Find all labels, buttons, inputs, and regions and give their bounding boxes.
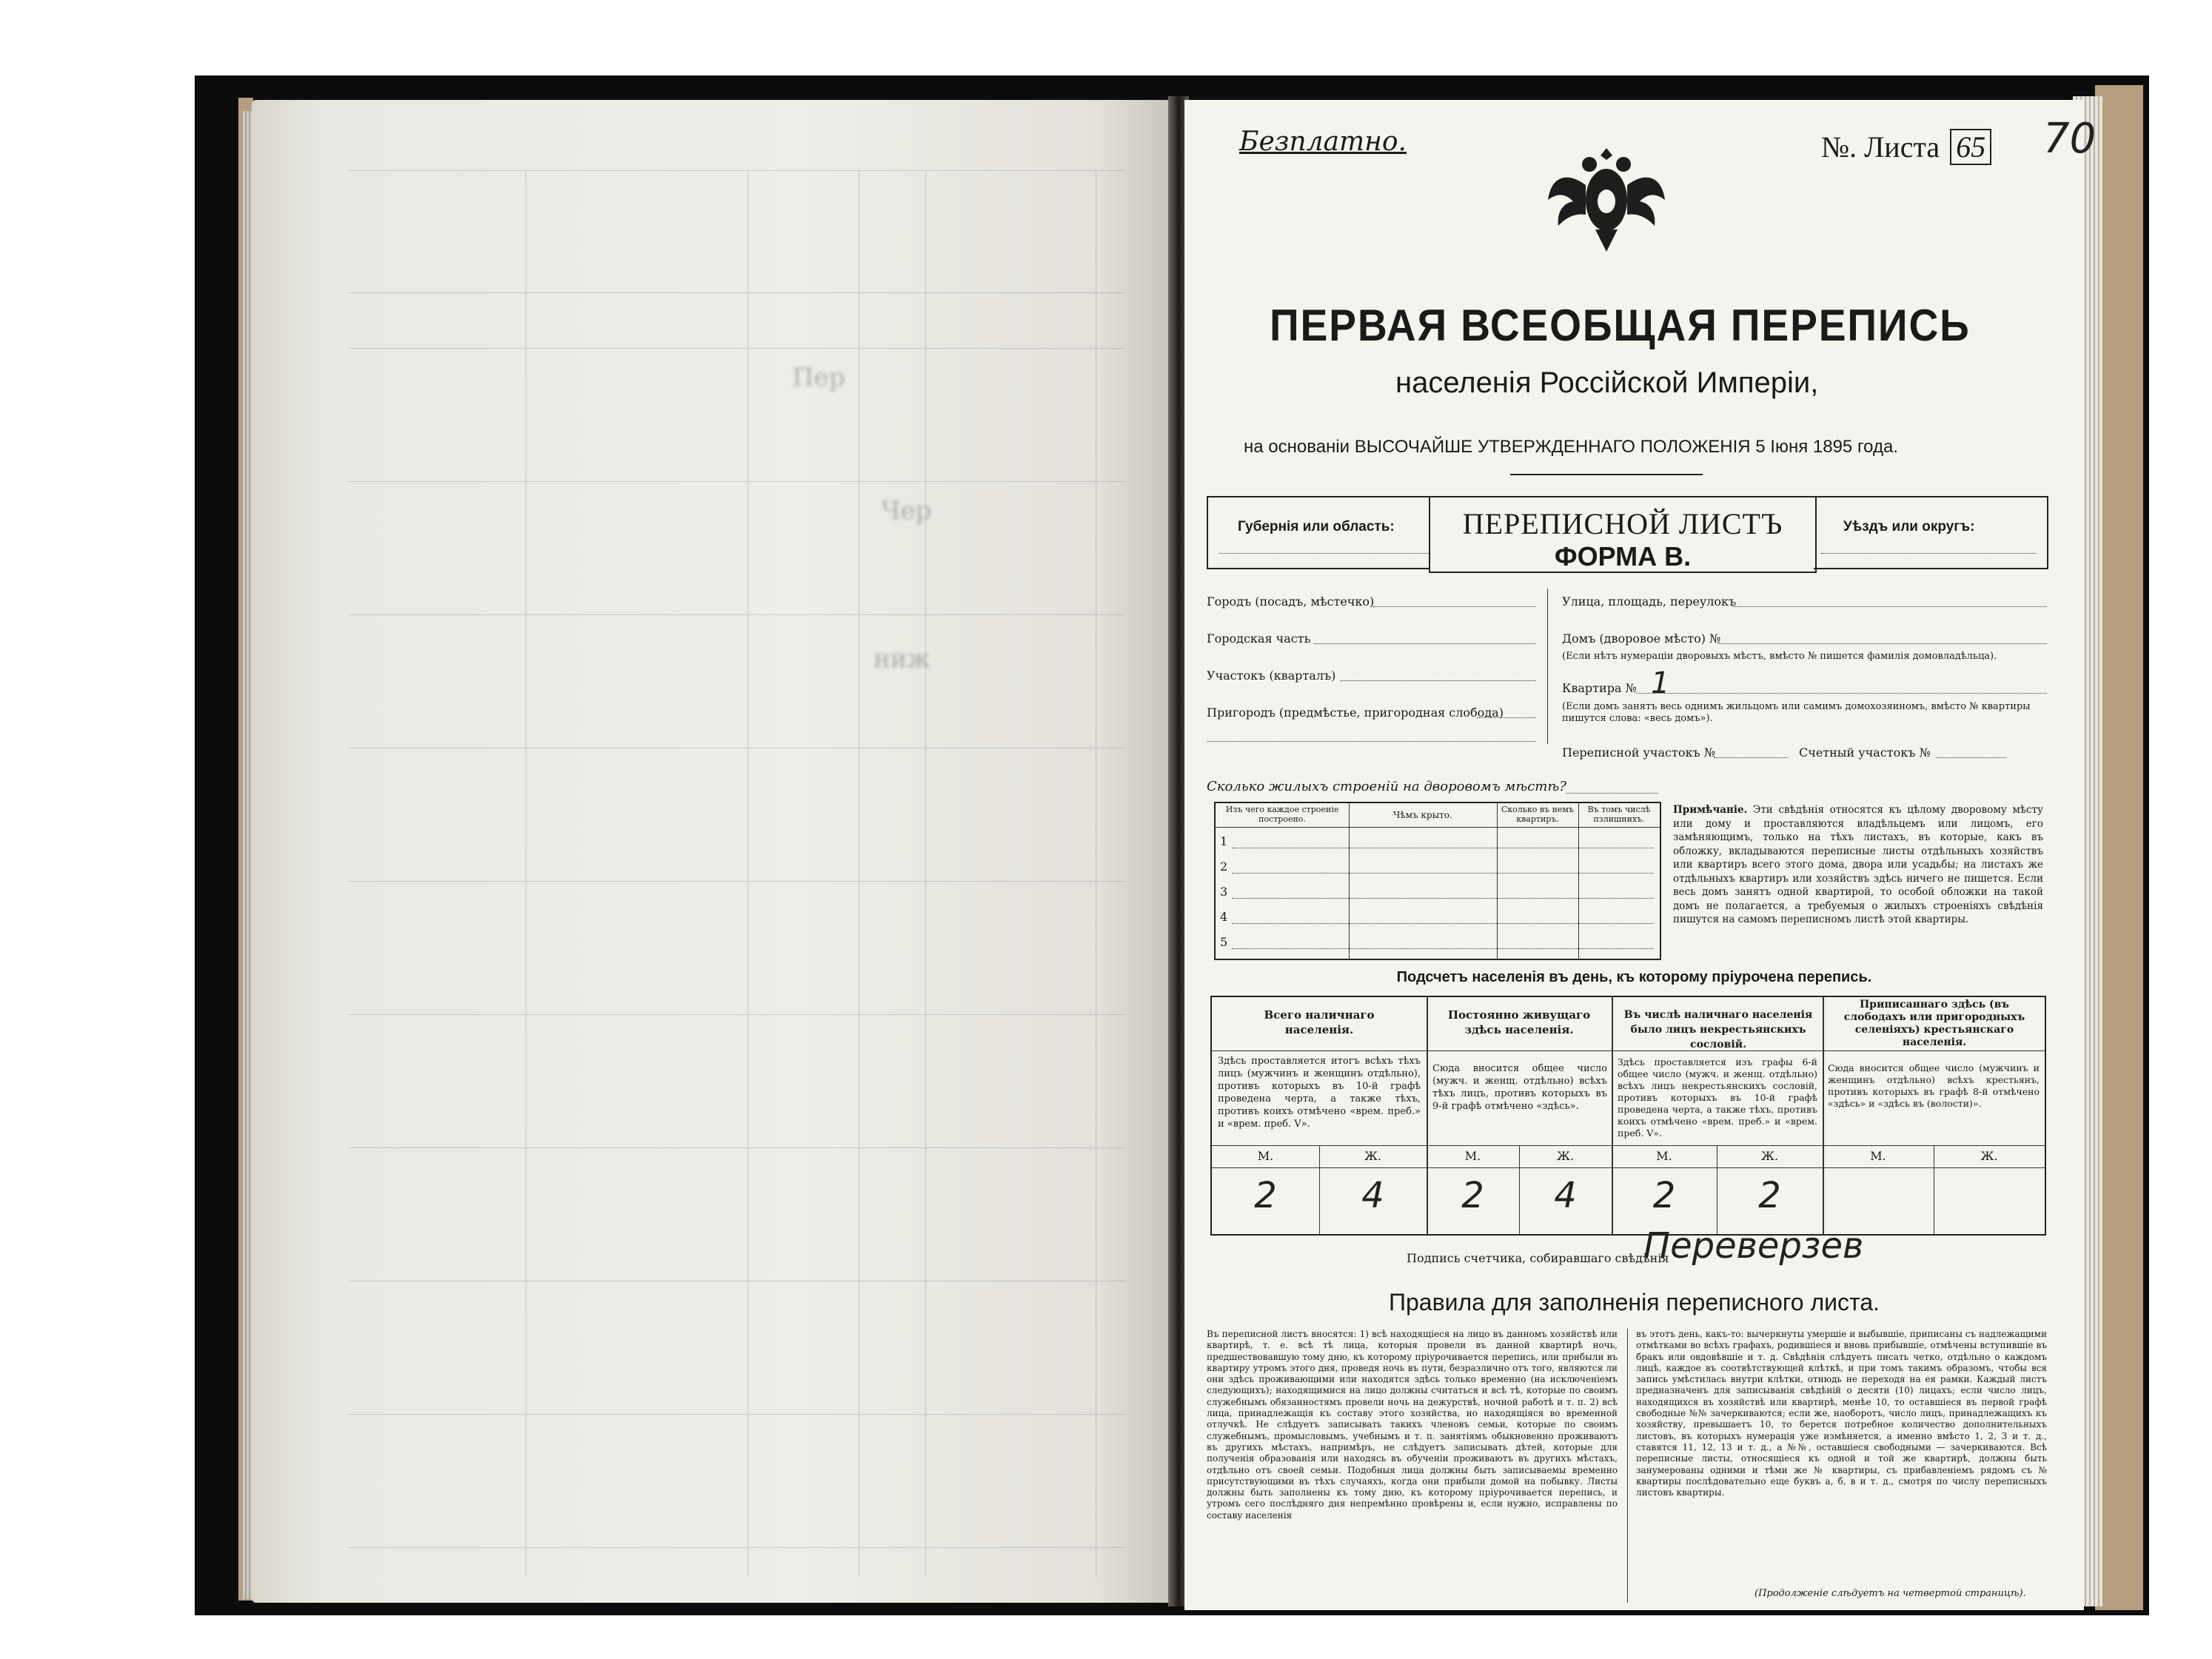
precinct-label: Участокъ (кварталъ)	[1207, 668, 1336, 683]
province-box	[1207, 496, 1430, 569]
ghost-text-1: Пер	[792, 363, 845, 392]
apartment-value: 1	[1651, 666, 1670, 700]
count-area-label: Счетный участокъ №	[1799, 745, 1931, 760]
sheet-number-value: 65	[1950, 129, 1991, 165]
signature-value: Переверзев	[1643, 1225, 1864, 1267]
buildings-row-3: 3	[1220, 885, 1228, 899]
tally-heading: Подсчетъ населенія въ день, къ которому пріурочена перепись.	[1396, 969, 1872, 985]
buildings-col-apartments: Сколько въ немъ квартиръ.	[1501, 805, 1574, 824]
census-area-label: Переписной участокъ №	[1562, 745, 1715, 760]
tally-3-f-label: Ж.	[1760, 1149, 1779, 1163]
tally-2-f-label: Ж.	[1556, 1149, 1575, 1163]
double-headed-eagle-emblem	[1544, 133, 1669, 259]
house-label: Домъ (дворовое мѣсто) №	[1562, 631, 1721, 646]
rules-column-1: Въ переписной листъ вносятся: 1) всѣ находящіеся на лицо въ данномъ хозяйствѣ или квартирѣ, т. е. всѣ тѣ лица, которыя провели въ данной квартирѣ ночь, предшествовавшую тому дню, къ которому пріурочивается перепись, или прибыли въ квартиру утромъ этого дня, проведя ночь въ пути, безразлично отъ того, являются ли они здѣсь проживающими или находятся здѣсь только временно (на исключеніемъ следующихъ); находящимися на лицо должны считаться и всѣ тѣ, которые по своимъ служебнымъ обязанностямъ провели ночь на дежурствѣ, ночной работѣ и т. п. 2) всѣ лица, принадлежащія къ составу этого хозяйства, но находящіяся во временной отлучкѣ. Не слѣдуетъ записывать такихъ членовъ семьи, которые по своимъ служебнымъ, промысловымъ, учебнымъ и т. п. занятіямъ обыкновенно проживаютъ въ другихъ мѣстахъ, напримѣръ, не слѣдуетъ записывать дѣтей, которые для полученія образованія или находясь въ обученіи проживаютъ въ другихъ мѣстахъ, отдѣльно отъ своей семьи. Подобныя лица должны быть записываемы временно присутствующими въ тѣхъ случаяхъ, когда они прибыли домой на побывку. Листы должны быть заполнены къ тому дню, къ которому пріурочивается перепись, и утромъ сего послѣдняго дня непремѣнно провѣрены и, если нужно, исправлены по составу населенія	[1207, 1329, 1618, 1521]
province-label: Губернія или область:	[1238, 519, 1395, 534]
tally-1-f-label: Ж.	[1364, 1149, 1382, 1163]
buildings-col-surplus: Въ томъ числѣ пзлишнихъ.	[1587, 805, 1651, 824]
population-tally-table	[1210, 996, 2046, 1236]
tally-1-m-label: М.	[1257, 1149, 1274, 1163]
left-page-bleed-through	[348, 170, 1125, 1577]
tally-3-m-label: М.	[1656, 1149, 1672, 1163]
tally-3-f-value: 2	[1758, 1175, 1781, 1216]
form-title-box	[1429, 496, 1817, 573]
ghost-text-2: Чер	[881, 496, 932, 526]
buildings-note-title: Примѣчаніе.	[1673, 804, 1748, 816]
margin-sheet-number: 70	[2043, 115, 2097, 163]
tally-2-f-value: 4	[1554, 1175, 1577, 1216]
form-letter: ФОРМА В.	[1554, 541, 1692, 572]
tally-group-1-title: Всего наличнаго населенія.	[1264, 1008, 1375, 1036]
ghost-text-3: ниж	[874, 644, 931, 674]
buildings-row-5: 5	[1220, 935, 1228, 949]
suburb-label: Пригородъ (предмѣстье, пригородная слобода)	[1207, 706, 1504, 720]
tally-2-m-label: М.	[1464, 1149, 1481, 1163]
apartment-note: (Если домъ занятъ весь однимъ жильцомъ или самимъ домохозяиномъ, вмѣсто № квартиры пишутся слова: «весь домъ»).	[1562, 701, 2031, 724]
buildings-row-1: 1	[1220, 834, 1228, 848]
free-label: Безплатно.	[1239, 127, 1407, 157]
tally-4-m-label: М.	[1870, 1149, 1886, 1163]
house-note: (Если нѣтъ нумераціи дворовыхъ мѣстъ, вмѣсто № пишется фамилія домовладѣльца).	[1562, 651, 1997, 662]
buildings-table	[1214, 802, 1661, 960]
tally-group-3-title: Въ числѣ наличнаго населенія было лицъ некрестьянскихъ сословій.	[1623, 1009, 1813, 1050]
apartment-label: Квартира №	[1562, 681, 1637, 695]
tally-1-f-value: 4	[1361, 1175, 1384, 1216]
sheet-number-label: №. Листа	[1821, 130, 1940, 164]
district-box	[1814, 496, 2048, 569]
tally-group-4-desc: Сюда вносится общее число (мужчинъ и женщинъ отдѣльно) всѣхъ крестьянъ, противъ которыхъ въ графѣ 8-й отмѣчено «здѣсь» и «здѣсь въ (волости)».	[1828, 1062, 2040, 1109]
tally-3-m-value: 2	[1652, 1175, 1676, 1216]
page-title: ПЕРВАЯ ВСЕОБЩАЯ ПЕРЕПИСЬ	[1270, 301, 1971, 350]
page-subtitle: населенія Россійской Имперіи,	[1395, 366, 1819, 399]
buildings-question: Сколько жилыхъ строеній на дворовомъ мѣстѣ?	[1207, 779, 1566, 794]
city-label: Городъ (посадъ, мѣстечко)	[1207, 594, 1375, 609]
district-label: Уѣздъ или округъ:	[1843, 519, 1975, 534]
buildings-col-roof: Чѣмъ крыто.	[1393, 810, 1452, 820]
buildings-row-2: 2	[1220, 859, 1228, 874]
tally-1-m-value: 2	[1254, 1175, 1277, 1216]
legal-basis: на основаніи ВЫСОЧАЙШЕ УТВЕРЖДЕННАГО ПОЛОЖЕНІЯ 5 Іюня 1895 года.	[1244, 437, 1899, 457]
buildings-note	[1673, 803, 2043, 927]
rules-continued-note: (Продолженіе слѣдуетъ на четвертой страницѣ).	[1754, 1588, 2026, 1599]
buildings-row-4: 4	[1220, 910, 1228, 924]
tally-group-4-title: Приписаннаго здѣсь (въ слободахъ или пригородныхъ селеніяхъ) крестьянскаго населенія.	[1843, 999, 2025, 1048]
tally-group-3-desc: Здѣсь проставляется изъ графы 6-й общее число (мужч. и женщ. отдѣльно) всѣхъ лицъ некрестьянскихъ сословій, противъ которыхъ въ 10-й графѣ проведена черта, а также тѣхъ, противъ коихъ отмѣчено «врем. преб.» и «врем. преб. V».	[1618, 1056, 1817, 1139]
tally-group-2-title: Постоянно живущаго здѣсь населенія.	[1447, 1008, 1591, 1036]
street-label: Улица, площадь, переулокъ	[1562, 594, 1737, 609]
tally-2-m-value: 2	[1461, 1175, 1484, 1216]
rules-column-2: въ этотъ день, какъ-то: вычеркнуты умершіе и выбывшіе, приписаны съ надлежащими отмѣтками во всѣхъ графахъ, родившіеся и вновь прибывшіе, отмѣчены вступившіе въ бракъ или овдовѣвшіе и т. д. Свѣдѣнія слѣдуетъ писать четко, отдѣльно о каждомъ лицѣ, каждое въ соотвѣтствующей клѣткѣ, и при томъ такимъ образомъ, чтобы вся запись умѣстилась внутри клѣтки, отнюдь не переходя на ея рамки. Каждый листъ предназначенъ для записыванія свѣдѣній о десяти (10) лицахъ; если число лицъ, находящихся въ хозяйствѣ или квартирѣ, менѣе 10, то оставшіеся въ первой графѣ свободные №№ зачеркиваются; если же, наоборотъ, число лицъ, принадлежащихъ къ хозяйству, превышаетъ 10, то берется потребное количество дополнительныхъ листовъ, въ которыхъ нумерація уже измѣняется, а именно вмѣсто 1, 2, 3 и т. д., ставятся 11, 12, 13 и т. д., а №№, оставшіеся свободными — зачеркиваются. Всѣ переписные листы, относящіеся къ одной и той же квартирѣ, должны быть занумерованы одними и тѣми же № квартиры, съ прибавленіемъ рядомъ съ № квартиры послѣдовательно еще буквъ а, б, в и т. д., смотря по числу переписныхъ листовъ квартиры.	[1636, 1329, 2047, 1498]
tally-group-2-desc: Сюда вносится общее число (мужч. и женщ. отдѣльно) всѣхъ тѣхъ лицъ, противъ которыхъ въ 9-й графѣ отмѣчено «здѣсь».	[1432, 1063, 1607, 1112]
buildings-col-material: Изъ чего каждое строеніе построено.	[1225, 805, 1339, 824]
city-part-label: Городская часть	[1207, 631, 1311, 646]
census-sheet-title: ПЕРЕПИСНОЙ ЛИСТЪ	[1462, 507, 1783, 540]
signature-label: Подпись счетчика, собиравшаго свѣдѣнія	[1407, 1251, 1669, 1265]
census-form-page	[1184, 100, 2097, 1610]
rules-heading: Правила для заполненія переписного листа.	[1389, 1289, 1880, 1316]
tally-group-1-desc: Здѣсь проставляется итогъ всѣхъ тѣхъ лицъ (мужчинъ и женщинъ отдѣльно), противъ которыхъ въ 10-й графѣ проведена черта, а также тѣхъ, противъ коихъ отмѣчено «врем. преб.» и «врем. преб. V».	[1218, 1056, 1421, 1130]
buildings-note-text: Эти свѣдѣнія относятся къ цѣлому дворовому мѣсту или дому и проставляются владѣльцемъ или лицомъ, его замѣняющимъ, только на тѣхъ листахъ, въ которые, какъ въ обложку, вкладываются переписные листы отдѣльныхъ хозяйствъ или квартиръ всего этого дома, двора или усадьбы; на листахъ же отдѣльныхъ квартиръ или хозяйствъ здѣсь ничего не пишется. Если весь домъ занятъ одной квартирой, то особой обложки на такой домъ не полагается, а требуемыя о жилыхъ строеніяхъ свѣдѣнія пишутся на самомъ переписномъ листѣ этой квартиры.	[1673, 804, 2043, 925]
tally-4-f-label: Ж.	[1980, 1149, 1998, 1163]
